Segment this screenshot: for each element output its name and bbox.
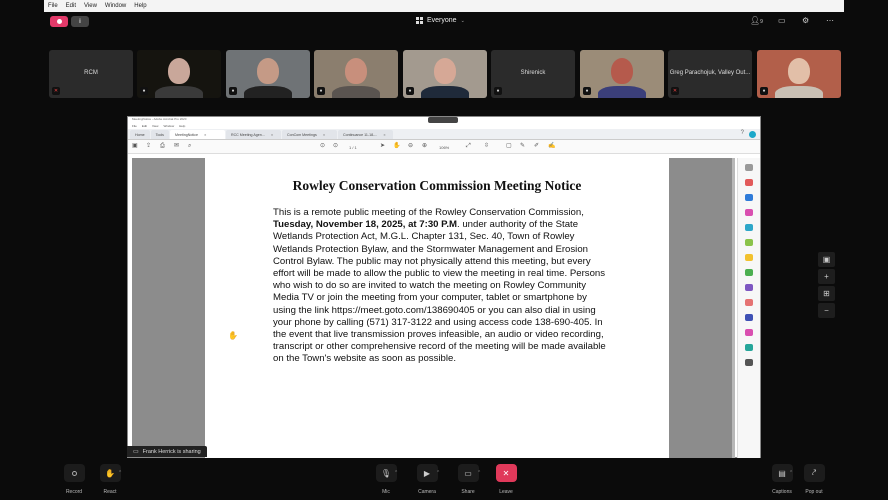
sign-icon[interactable]: ✍ <box>548 143 556 149</box>
presenter-notch <box>428 117 458 123</box>
sharing-text: Frank Herrick is sharing <box>142 448 201 455</box>
popout-label: Pop out <box>805 489 823 495</box>
email-icon[interactable]: ✉ <box>174 143 180 149</box>
page-up-icon[interactable]: ⊙ <box>320 143 326 149</box>
close-icon: ✕ <box>496 464 517 482</box>
tab-tools[interactable]: Tools <box>151 130 169 139</box>
menu-file[interactable]: File <box>48 3 58 9</box>
record-label: Record <box>65 489 83 495</box>
participant-video <box>257 58 279 84</box>
window-title: MeetingNotice - Adobe Acrobat Pro 2020 <box>132 117 187 121</box>
window-titlebar <box>128 117 760 123</box>
select-cursor-icon[interactable]: ➤ <box>380 143 386 149</box>
mic-icon: ● <box>406 87 414 95</box>
scroll-mode-icon[interactable]: ⇳ <box>484 143 490 149</box>
pen-icon[interactable]: ✎ <box>520 143 526 149</box>
request-signature-icon[interactable] <box>745 284 753 291</box>
view-controls <box>818 252 835 320</box>
share-screen-icon: ▭ <box>458 464 479 482</box>
document-body <box>273 207 607 366</box>
mic-icon: ● <box>760 87 768 95</box>
participant-tile-video-4[interactable] <box>403 50 487 98</box>
chevron-up-icon[interactable]: ⌃ <box>477 470 482 476</box>
body-text-rest: . under authority of the State Wetlands Protection Act, M.G.L. Chapter 131, Sec. 40, Town of Rowley Wetlands Protection Bylaw, and the Stormwater Management and Erosion Control Bylaw. The public may not physically attend this meeting, but every effort will be made to allow the public to view the meeting in real time. Persons who wish to do so are invited to watch the meeting on Rowley Community Media TV or join the meeting from your computer, tablet or smartphone by using the link https://meet.goto.com/138690405 or you can also dial in using your phone by calling (571) 317-3122 and using access code 138-690-405. In the event that live transmission proves infeasible, an audio or video recording, transcript or other comprehensive record of the meeting will be made available on the Town's website as soon as possible. <box>273 219 606 365</box>
fullscreen-icon[interactable]: ▣ <box>818 252 835 267</box>
mic-icon: ● <box>140 87 148 95</box>
zoom-tool-icon[interactable] <box>745 164 753 171</box>
mic-icon: ● <box>494 87 502 95</box>
document-tabs <box>128 129 760 140</box>
participant-video <box>434 58 456 84</box>
participant-tile-video-2[interactable] <box>226 50 310 98</box>
tab-concom-meetings[interactable]: ConCom Meetings ✕ <box>282 130 337 139</box>
participant-name: Greg Parachojuk, Valley Out... <box>669 70 751 76</box>
participant-count: 9 <box>760 19 763 25</box>
protect-icon[interactable] <box>745 314 753 321</box>
audience-label: Everyone <box>427 17 457 24</box>
tab-rcc-meeting-agenda[interactable]: RCC Meeting Agen... ✕ <box>226 130 281 139</box>
edit-pdf-icon[interactable] <box>745 209 753 216</box>
zoom-level[interactable]: 106% <box>439 145 450 150</box>
comment-icon[interactable]: ▢ <box>506 143 512 149</box>
popout-button[interactable] <box>802 464 826 495</box>
export-pdf-icon[interactable] <box>745 179 753 186</box>
camera-label: Camera <box>418 489 436 495</box>
participant-tile-shirenick[interactable] <box>491 50 575 98</box>
bottom-toolbar <box>44 460 844 500</box>
grid-view-icon <box>416 17 423 24</box>
shared-screen <box>127 116 761 458</box>
zoom-in-button[interactable]: + <box>818 269 835 284</box>
redact-icon[interactable] <box>745 299 753 306</box>
tools-pane <box>737 158 760 458</box>
pdf-page <box>205 158 669 458</box>
fit-page-icon[interactable]: ⤢ <box>466 143 471 149</box>
participant-tile-greg-parachojuk[interactable] <box>668 50 752 98</box>
menu-help[interactable]: Help <box>134 3 147 9</box>
menu-view[interactable]: View <box>84 3 97 9</box>
participant-video <box>168 58 190 84</box>
info-icon: i <box>79 18 81 25</box>
participant-tile-video-6[interactable] <box>757 50 841 98</box>
close-icon[interactable]: ✕ <box>270 132 274 137</box>
hand-tool-icon[interactable]: ✋ <box>393 143 401 149</box>
win-menu-edit[interactable]: Edit <box>141 124 148 128</box>
record-dot-icon <box>57 19 62 24</box>
tab-meetingnotice[interactable]: MeetingNotice ✕ <box>170 130 225 139</box>
mic-icon: ● <box>317 87 325 95</box>
win-menu-file[interactable]: File <box>132 124 137 128</box>
participant-video <box>611 58 633 84</box>
win-menu-help[interactable]: Help <box>179 124 186 128</box>
meeting-info-button[interactable] <box>71 16 89 27</box>
more-tools-icon[interactable] <box>745 344 753 351</box>
upload-icon[interactable]: ⇪ <box>146 143 152 149</box>
participant-video <box>788 58 810 84</box>
combine-files-icon[interactable] <box>745 224 753 231</box>
mic-off-icon: ✕ <box>672 88 678 94</box>
mic-muted-icon: 🎙︎ <box>376 464 397 482</box>
pdf-toolbar <box>128 140 760 154</box>
menu-window[interactable]: Window <box>104 3 127 9</box>
participant-tile-video-3[interactable] <box>314 50 398 98</box>
document-title: Rowley Conservation Commission Meeting Notice <box>292 178 582 193</box>
close-icon[interactable]: ✕ <box>203 132 207 137</box>
chevron-up-icon[interactable]: ⌃ <box>436 470 441 476</box>
meeting-date: Tuesday, November 18, 2025, at 7:30 P.M <box>273 219 457 231</box>
mic-button[interactable] <box>374 464 398 495</box>
record-button[interactable] <box>62 464 86 495</box>
fit-view-icon[interactable]: ⊞ <box>818 286 835 301</box>
camera-button[interactable] <box>415 464 439 495</box>
chevron-up-icon[interactable]: ⌃ <box>789 470 794 476</box>
hand-cursor-icon: ✋ <box>228 331 238 340</box>
participant-video <box>345 58 367 84</box>
close-icon[interactable]: ✕ <box>383 132 386 137</box>
chat-icon[interactable]: ▭ <box>778 16 786 25</box>
leave-button[interactable] <box>494 464 518 495</box>
zoom-out-icon[interactable]: ⊖ <box>408 143 414 149</box>
page-indicator[interactable]: 1 / 1 <box>349 145 357 150</box>
share-button[interactable] <box>456 464 480 495</box>
participants-button[interactable] <box>750 16 763 25</box>
create-pdf-icon[interactable] <box>745 194 753 201</box>
share-label: Share <box>461 489 475 495</box>
participant-tile-video-1[interactable] <box>137 50 221 98</box>
popout-icon: ⤤ <box>804 464 825 482</box>
react-button[interactable] <box>98 464 122 495</box>
people-icon: 👤︎ <box>750 16 761 25</box>
participant-strip <box>49 50 841 98</box>
react-label: React <box>103 489 117 495</box>
audience-selector[interactable] <box>416 17 465 24</box>
win-menu-view[interactable]: View <box>152 124 159 128</box>
scan-ocr-icon[interactable] <box>745 329 753 336</box>
close-icon[interactable]: ✕ <box>322 132 326 137</box>
mic-off-icon: ✕ <box>53 88 59 94</box>
tab-continuance[interactable]: Continuance 11-18-... ✕ <box>338 130 393 139</box>
menu-edit[interactable]: Edit <box>65 3 77 9</box>
mic-icon: ● <box>583 87 591 95</box>
organize-pages-icon[interactable] <box>745 239 753 246</box>
participant-name: Shirenick <box>520 70 546 76</box>
chevron-down-icon: ⌄ <box>460 17 465 24</box>
comment-tool-icon[interactable] <box>745 254 753 261</box>
help-icon[interactable]: ? <box>740 130 744 136</box>
zoom-out-button[interactable]: − <box>818 303 835 318</box>
more-options-icon[interactable]: ⋯ <box>826 16 834 25</box>
account-avatar[interactable] <box>749 131 756 138</box>
participant-tile-video-5[interactable] <box>580 50 664 98</box>
fill-sign-icon[interactable] <box>745 269 753 276</box>
record-icon <box>64 464 85 482</box>
search-icon[interactable]: ⌕ <box>188 143 192 149</box>
customize-tools-icon[interactable] <box>745 359 753 366</box>
mic-label: Mic <box>382 489 390 495</box>
captions-icon: ▤ <box>772 464 793 482</box>
gear-icon[interactable]: ⚙ <box>802 16 810 25</box>
pdf-viewport[interactable] <box>132 158 735 458</box>
raise-hand-icon: ✋ <box>100 464 121 482</box>
mic-icon: ● <box>229 87 237 95</box>
pdf-scrollbar[interactable] <box>732 158 735 458</box>
save-icon[interactable]: ▣ <box>132 143 138 149</box>
participant-name: RCM <box>84 70 98 76</box>
participant-tile-rcm[interactable] <box>49 50 133 98</box>
top-controls <box>44 12 844 34</box>
captions-button[interactable] <box>768 464 796 495</box>
tab-home[interactable]: Home <box>130 130 150 139</box>
captions-label: Captions <box>772 489 792 495</box>
leave-label: Leave <box>499 489 513 495</box>
screen-share-icon: ▭ <box>133 449 139 455</box>
print-icon[interactable]: ⎙ <box>160 143 165 149</box>
body-text-start: This is a remote public meeting of the Rowley Conservation Commission, <box>273 207 584 218</box>
chevron-up-icon[interactable]: ⌃ <box>118 470 123 476</box>
chevron-up-icon[interactable]: ⌃ <box>394 470 399 476</box>
win-menu-window[interactable]: Window <box>163 124 175 128</box>
highlight-icon[interactable]: ✐ <box>534 143 540 149</box>
camera-off-icon: ▶︎ <box>417 464 438 482</box>
page-down-icon[interactable]: ⊙ <box>333 143 339 149</box>
screen-sharing-label <box>127 446 207 457</box>
zoom-in-icon[interactable]: ⊕ <box>422 143 428 149</box>
recording-indicator-button[interactable] <box>50 16 68 27</box>
app-menubar <box>44 0 844 12</box>
